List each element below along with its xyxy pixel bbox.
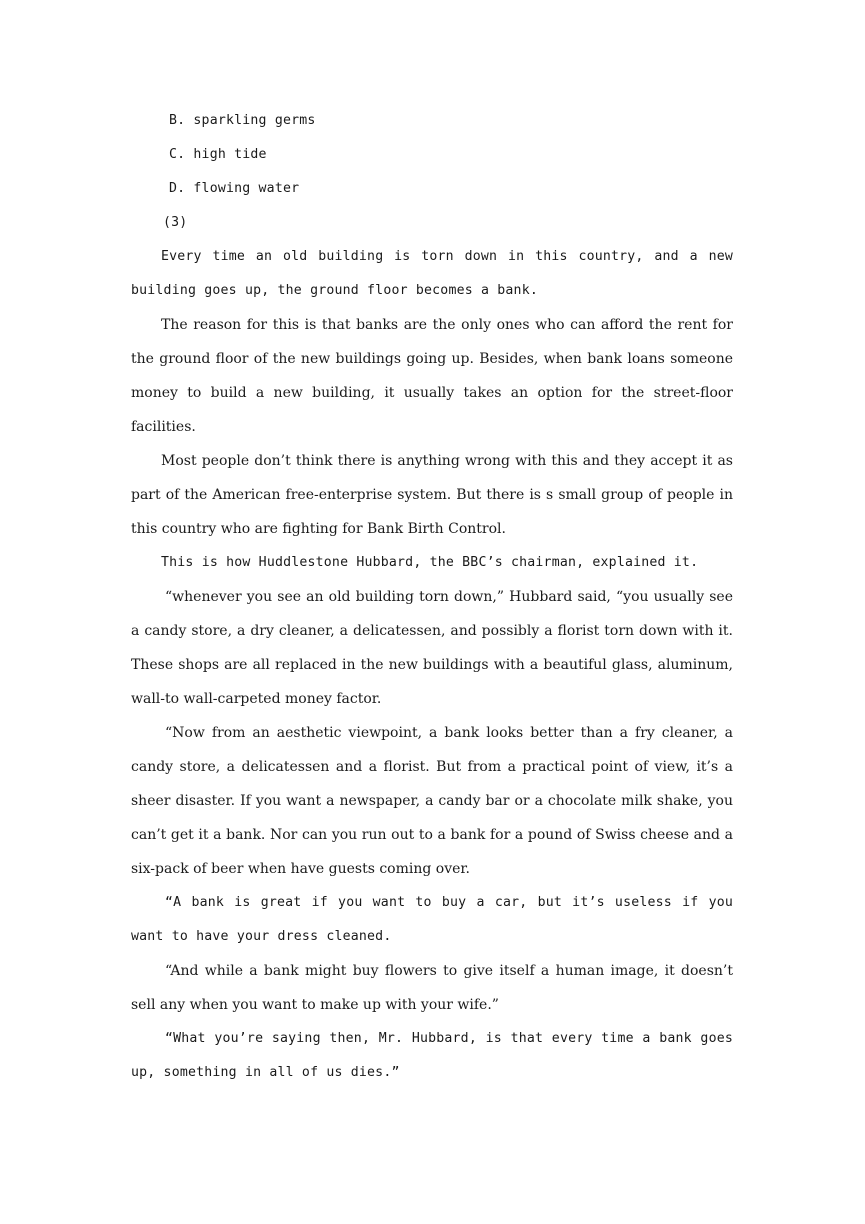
paragraph-8: “And while a bank might buy flowers to give itself a human image, it doesn’t sell any when you want to make up with your wife.” (131, 963, 733, 1013)
paragraph-6: “Now from an aesthetic viewpoint, a bank looks better than a fry cleaner, a candy store, a delicatessen and a florist. But from a practical point of view, it’s a sheer disaster. If you want a newspaper, a candy bar or a chocolate milk shake, you can’t get it a bank. Nor can you run out to a bank for a pound of Swiss cheese and a six-pack of beer when have guests coming over. (131, 725, 733, 877)
option-c (131, 138, 733, 172)
option-letter: D. (169, 181, 186, 196)
paragraph-2: The reason for this is that banks are the only ones who can afford the rent for the ground floor of the new buildings going up. Besides, when bank loans someone money to build a new building, it usually takes an option for the street-floor facilities. (131, 317, 733, 435)
question-number: (3) (163, 215, 188, 230)
paragraph-9: “What you’re saying then, Mr. Hubbard, is that every time a bank goes up, something in all of us dies.” (131, 1031, 733, 1080)
paragraph-5: “whenever you see an old building torn down,” Hubbard said, “you usually see a candy store, a dry cleaner, a delicatessen, and possibly a florist torn down with it. These shops are all replaced in the new buildings with a beautiful glass, aluminum, wall-to wall-carpeted money factor. (131, 589, 733, 707)
paragraph-3: Most people don’t think there is anything wrong with this and they accept it as part of the American free-enterprise system. But there is s small group of people in this country who are fighting for Bank Birth Control. (131, 453, 733, 537)
option-b (131, 104, 733, 138)
option-text: flowing water (193, 181, 300, 196)
option-letter: B. (169, 113, 186, 128)
option-text: sparkling germs (193, 113, 316, 128)
option-letter: C. (169, 147, 186, 162)
option-d (131, 172, 733, 206)
paragraph-4: This is how Huddlestone Hubbard, the BBC’s chairman, explained it. (161, 555, 699, 570)
paragraph-1: Every time an old building is torn down in this country, and a new building goes up, the ground floor becomes a bank. (131, 249, 733, 298)
document-page (131, 104, 733, 1090)
paragraph-7: “A bank is great if you want to buy a car, but it’s useless if you want to have your dress cleaned. (131, 895, 733, 944)
option-text: high tide (193, 147, 267, 162)
